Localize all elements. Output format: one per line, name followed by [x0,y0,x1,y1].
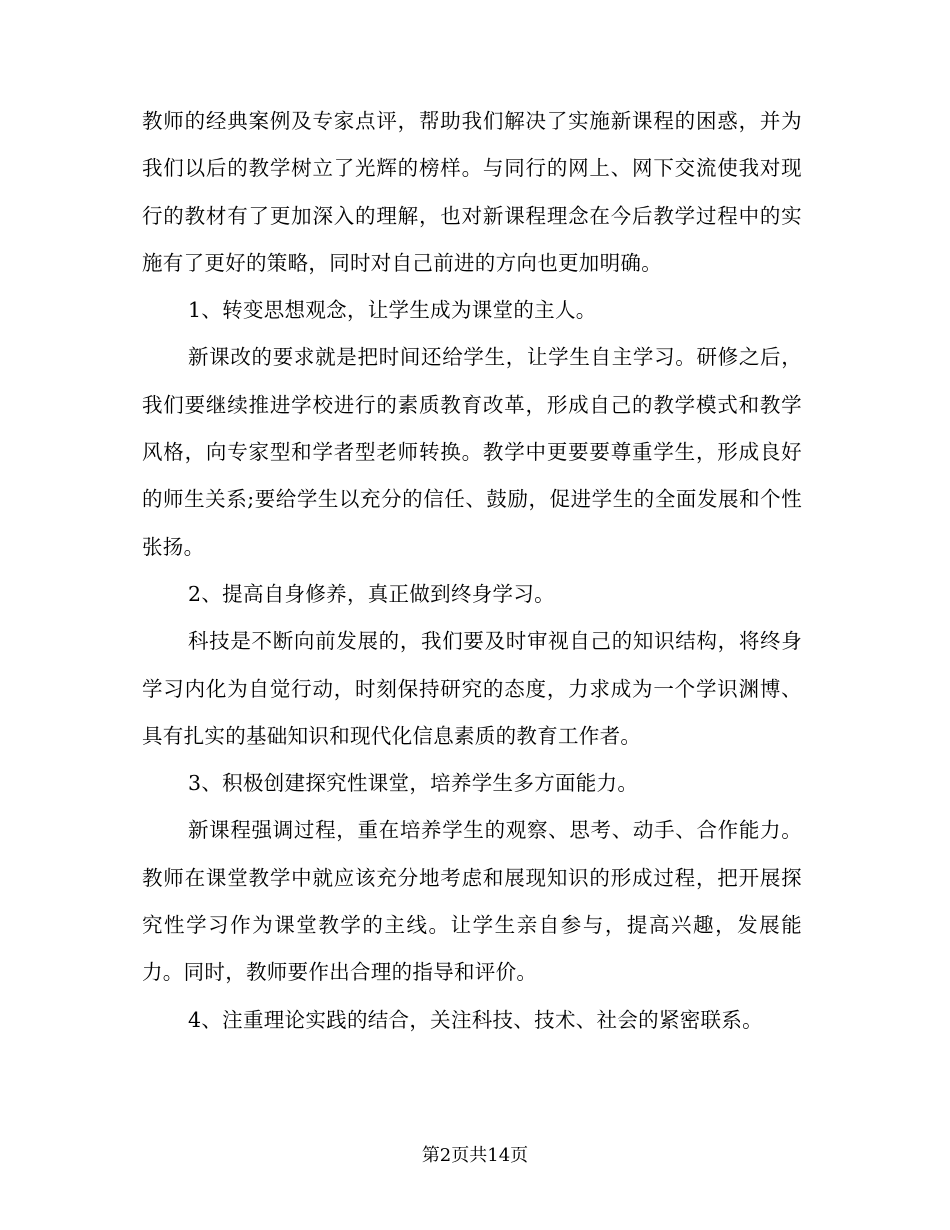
heading-point-2: 2、提高自身修养，真正做到终身学习。 [188,581,555,606]
paragraph-3: 科技是不断向前发展的，我们要及时审视自己的知识结构，将终身学习内化为自觉行动，时刻保持研究的态度，力求成为一个学识渊博、具有扎实的基础知识和现代化信息素质的教育工作者。 [142,629,802,748]
paragraph-4: 新课程强调过程，重在培养学生的观察、思考、动手、合作能力。教师在课堂教学中就应该充分地考虑和展现知识的形成过程，把开展探究性学习作为课堂教学的主线。让学生亲自参与，提高兴趣，发展能力。同时，教师要作出合理的指导和评价。 [142,818,802,985]
paragraph-1: 教师的经典案例及专家点评，帮助我们解决了实施新课程的困惑，并为我们以后的教学树立了光辉的榜样。与同行的网上、网下交流使我对现行的教材有了更加深入的理解，也对新课程理念在今后教学过程中的实施有了更好的策略，同时对自己前进的方向也更加明确。 [142,109,802,275]
heading-point-4: 4、注重理论实践的结合，关注科技、技术、社会的紧密联系。 [188,1007,763,1032]
paragraph-2: 新课改的要求就是把时间还给学生，让学生自主学习。研修之后，我们要继续推进学校进行的素质教育改革，形成自己的教学模式和教学风格，向专家型和学者型老师转换。教学中更要要尊重学生，形成良好的师生关系;要给学生以充分的信任、鼓励，促进学生的全面发展和个性张扬。 [142,345,802,559]
heading-point-1: 1、转变思想观念，让学生成为课堂的主人。 [188,298,597,323]
heading-point-3: 3、积极创建探究性课堂，培养学生多方面能力。 [188,771,639,796]
page-number-footer: 第2页共14页 [421,1145,529,1166]
document-body [142,98,802,1044]
